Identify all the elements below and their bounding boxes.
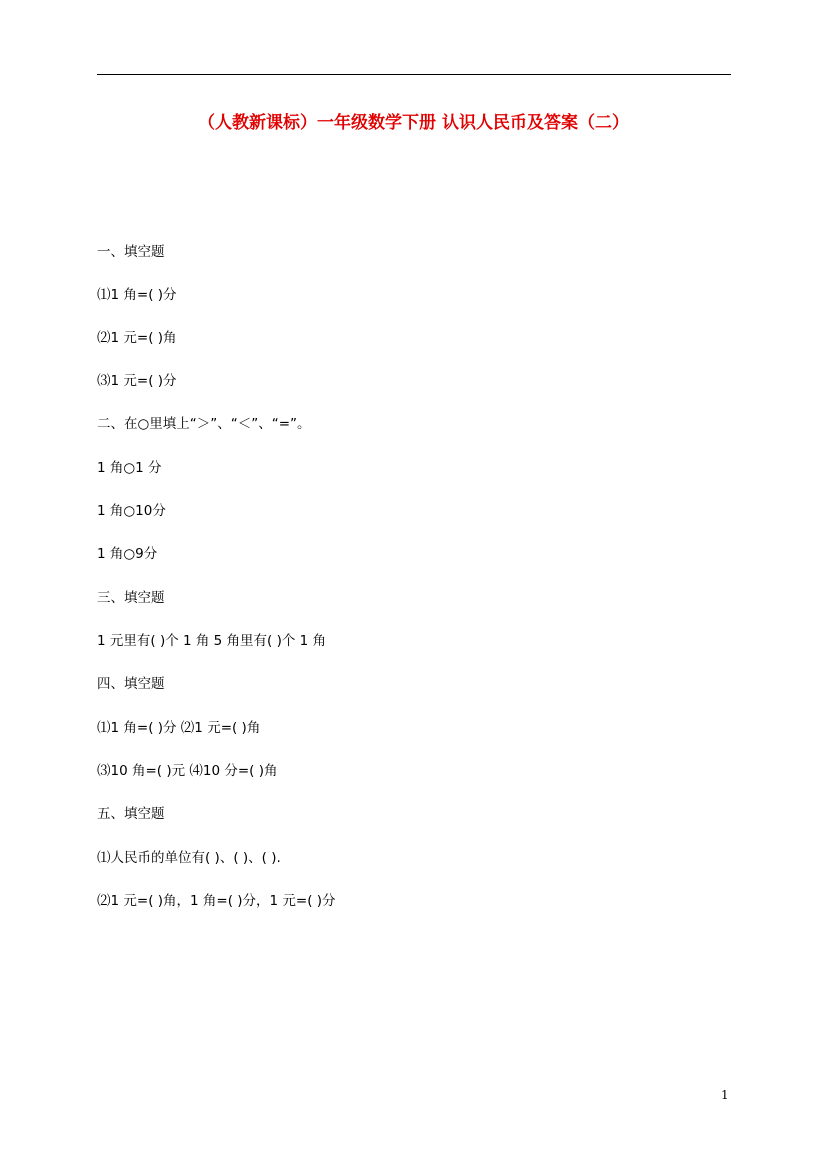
section-1-heading: 一、填空题 (97, 244, 165, 260)
section-4-question-1: ⑴1 角=( )分 ⑵1 元=( )角 (97, 720, 261, 736)
section-1-question-2: ⑵1 元=( )角 (97, 330, 177, 346)
section-3-heading: 三、填空题 (97, 590, 165, 606)
section-2-heading: 二、在○里填上“＞”、“＜”、“=”。 (97, 416, 311, 432)
section-5-question-1: ⑴人民币的单位有( )、( )、( ). (97, 850, 281, 866)
section-1-question-3: ⑶1 元=( )分 (97, 373, 177, 389)
section-3-question-1: 1 元里有( )个 1 角 5 角里有( )个 1 角 (97, 633, 327, 649)
section-2-question-3: 1 角○9分 (97, 546, 158, 562)
page-number: 1 (721, 1088, 729, 1102)
document-title: （人教新课标）一年级数学下册 认识人民币及答案（二） (198, 113, 629, 133)
section-5-heading: 五、填空题 (97, 806, 165, 822)
section-4-question-2: ⑶10 角=( )元 ⑷10 分=( )角 (97, 763, 278, 779)
section-5-question-2: ⑵1 元=( )角，1 角=( )分，1 元=( )分 (97, 893, 336, 909)
header-rule (97, 74, 731, 75)
section-2-question-2: 1 角○10分 (97, 503, 166, 519)
section-1-question-1: ⑴1 角=( )分 (97, 287, 177, 303)
section-2-question-1: 1 角○1 分 (97, 460, 162, 476)
section-4-heading: 四、填空题 (97, 676, 165, 692)
